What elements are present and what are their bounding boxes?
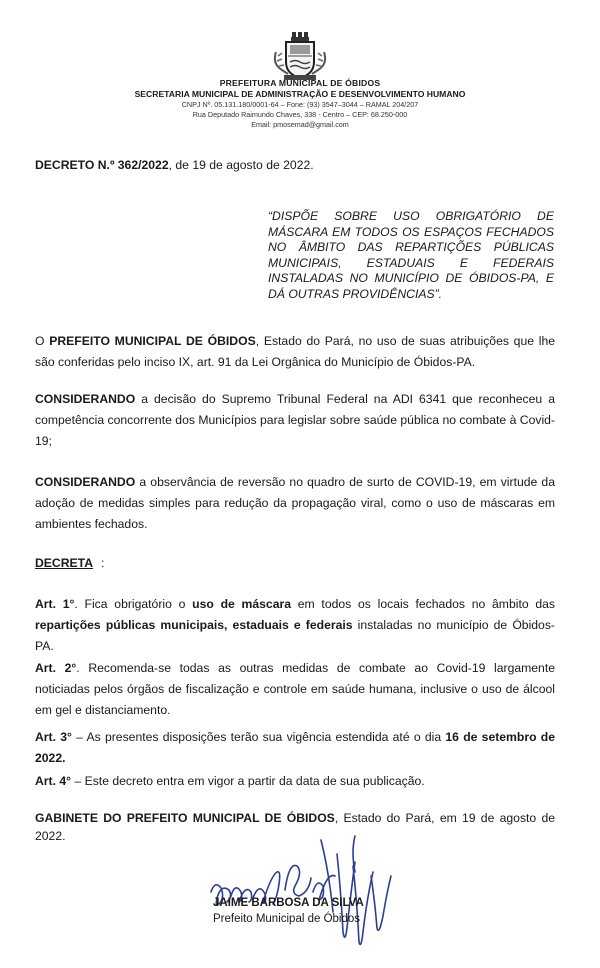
article-4 (35, 771, 555, 792)
decree-title (35, 158, 314, 172)
article-3 (35, 727, 555, 769)
preamble-authority: PREFEITO MUNICIPAL DE ÓBIDOS (49, 334, 256, 348)
article-text: em todos os locais fechados no âmbito das (291, 597, 555, 611)
coat-of-arms-icon (268, 30, 332, 82)
signatory-role: Prefeito Municipal de Óbidos (213, 913, 361, 925)
article-label: Art. 2° (35, 661, 77, 675)
handwritten-signature (205, 832, 395, 950)
considerando-paragraph-2 (35, 472, 555, 535)
article-emphasis: uso de máscara (192, 597, 292, 611)
decree-number: DECRETO N.º 362/2022 (35, 158, 169, 172)
decreta-heading (35, 556, 93, 570)
article-text: – As presentes disposições terão sua vigência estendida até o dia (71, 730, 446, 744)
closing-office: GABINETE DO PREFEITO MUNICIPAL DE ÓBIDOS (35, 811, 335, 825)
preamble-text: , Estado do Pará, no uso de suas atribuições que lhe são conferidas pelo inciso IX, art. 91 da Lei Orgânica do Município de Óbidos-PA. (35, 334, 556, 369)
decreta-word: DECRETA (35, 556, 94, 570)
article-label: Art. 4° (35, 774, 72, 788)
letterhead-org: PREFEITURA MUNICIPAL DE ÓBIDOS (219, 78, 381, 88)
considerando-label: CONSIDERANDO (35, 392, 136, 406)
considerando-paragraph-1 (35, 389, 555, 452)
preamble-prefix: O (35, 334, 50, 348)
letterhead-department: SECRETARIA MUNICIPAL DE ADMINISTRAÇÃO E DESENVOLVIMENTO HUMANO (134, 89, 466, 99)
decree-summary: “DISPÕE SOBRE USO OBRIGATÓRIO DE MÁSCARA EM TODOS OS ESPAÇOS FECHADOS NO ÂMBITO DAS REPARTIÇÕES PÚBLICAS MUNICIPAIS, ESTADUAIS E FEDERAIS INSTALADAS NO MUNICÍPIO DE ÓBIDOS-PA, E DÁ OUTRAS PROVIDÊNCIAS”. (268, 209, 554, 301)
preamble-paragraph (35, 331, 555, 373)
decreta-colon: : (101, 556, 105, 570)
decree-date: , de 19 de agosto de 2022. (168, 158, 314, 172)
article-text: . Recomenda-se todas as outras medidas de combate ao Covid-19 largamente noticiadas pelos órgãos de fiscalização e controle em saúde humana, inclusive o uso de álcool em gel e distanciamento. (35, 661, 556, 717)
article-emphasis: repartições públicas municipais, estaduais e federais (35, 618, 353, 632)
article-label: Art. 3° (35, 730, 72, 744)
article-text: instaladas no município de Óbidos-PA. (35, 618, 555, 653)
closing-text: , Estado do Pará, em 19 de agosto de 2022. (35, 811, 556, 843)
considerando-text: a observância de reversão no quadro de surto de COVID-19, em virtude da adoção de medidas simples para redução da propagação viral, como o uso de máscaras em ambientes fechados. (35, 475, 555, 531)
considerando-label: CONSIDERANDO (35, 475, 136, 489)
article-1 (35, 594, 555, 657)
signatory-name: JAIME BARBOSA DA SILVA (213, 897, 364, 909)
letterhead-address: Rua Deputado Raimundo Chaves, 338 - Centro – CEP: 68.250-000 (192, 110, 408, 119)
letterhead-email: Email: pmosemad@gmail.com (251, 120, 349, 129)
article-label: Art. 1° (35, 597, 75, 611)
letterhead-cnpj: CNPJ Nº. 05.131.180/0001-64 – Fone: (93) 3547–3044 – RAMAL 204/207 (181, 100, 419, 109)
article-text: . Fica obrigatório o (74, 597, 193, 611)
article-2 (35, 658, 555, 721)
article-text: – Este decreto entra em vigor a partir da data de sua publicação. (71, 774, 425, 788)
considerando-text: a decisão do Supremo Tribunal Federal na ADI 6341 que reconheceu a competência concorrente dos Municípios para legislar sobre saúde pública no combate à Covid-19; (35, 392, 555, 448)
article-date: 16 de setembro de 2022. (35, 730, 555, 765)
